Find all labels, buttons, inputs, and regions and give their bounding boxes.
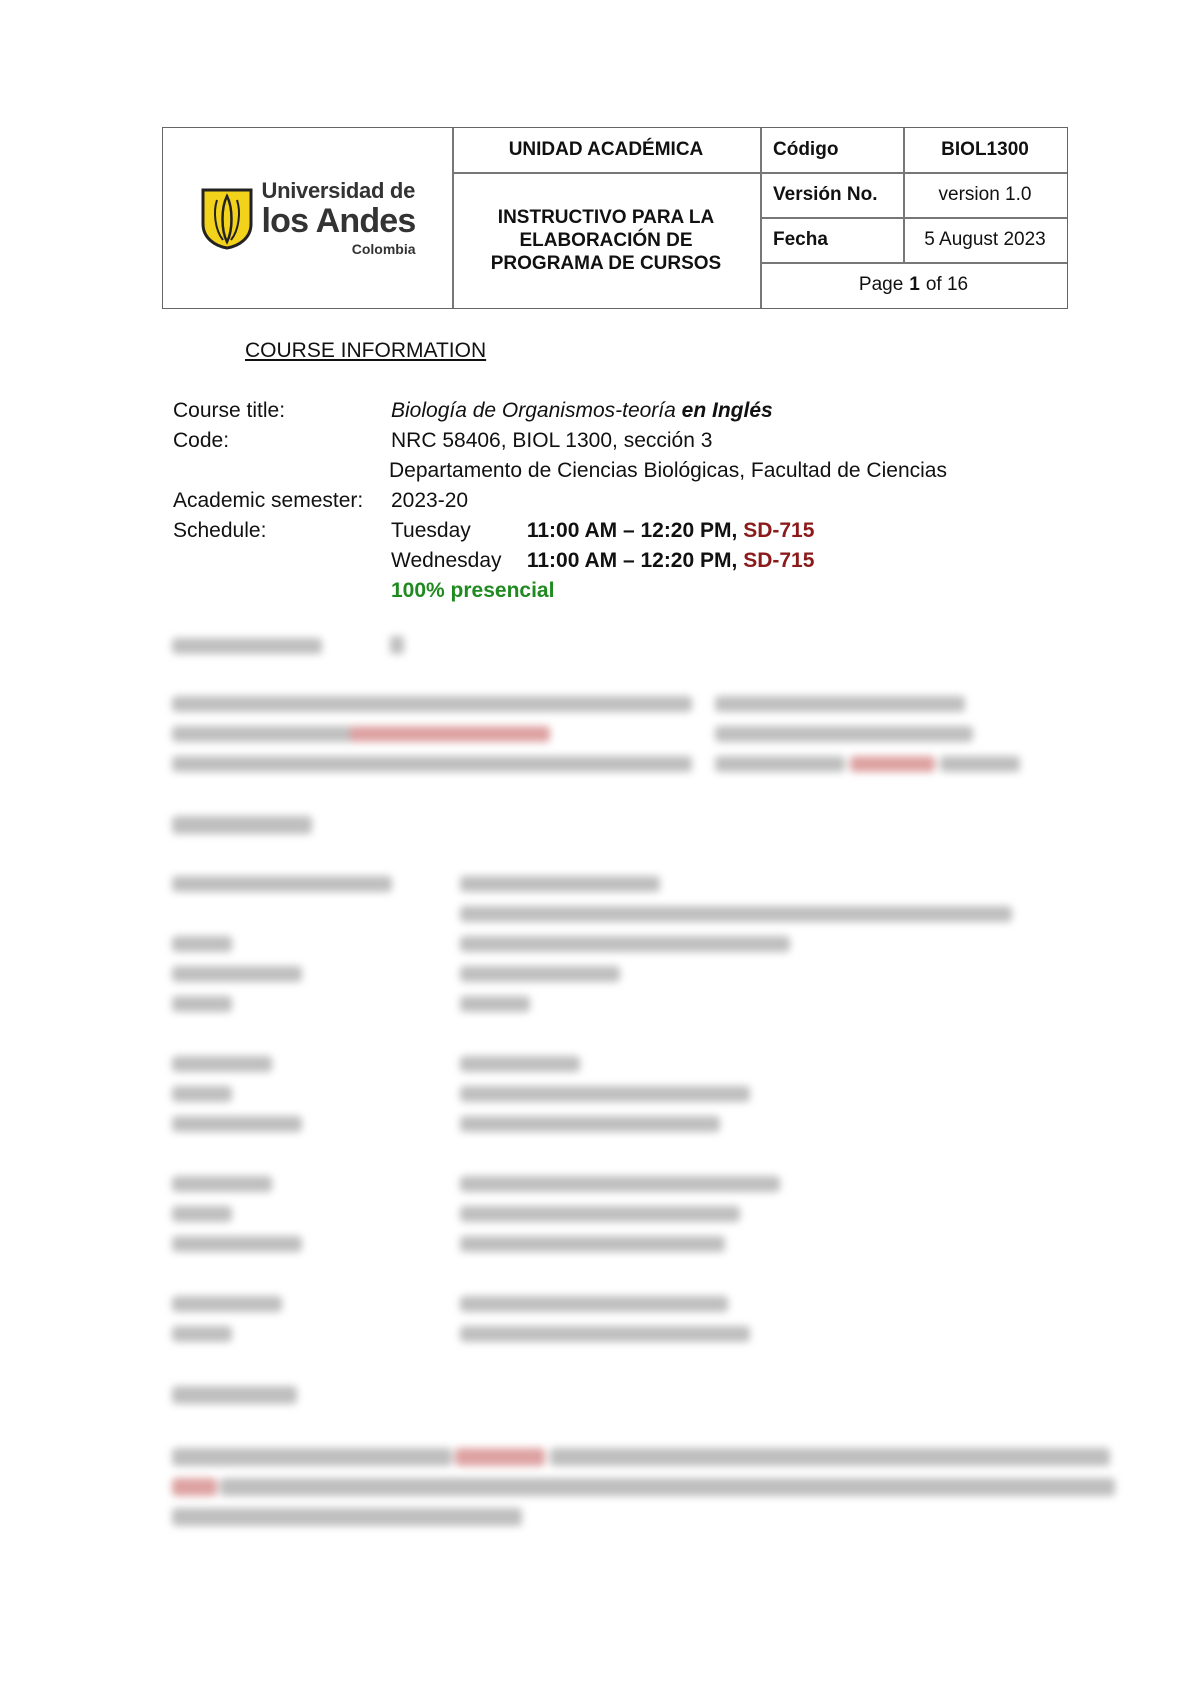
course-title-text: Biología de Organismos-teoría [391,399,676,422]
page-prefix: Page [858,274,904,295]
version-label: Versión No. [773,183,878,205]
page-total: of 16 [925,274,969,295]
code-label: Code: [173,429,230,452]
schedule-room: SD-715 [743,519,815,542]
university-logo [199,180,415,256]
redacted-text-blocks [150,630,1150,1560]
schedule-row [391,519,814,543]
course-title-suffix: en Inglés [681,399,773,422]
logo-line1: Universidad de [261,178,416,203]
code-value: NRC 58406, BIOL 1300, sección 3 [391,429,713,452]
unidad-academica: UNIDAD ACADÉMICA [508,139,704,160]
fecha-label: Fecha [773,228,828,250]
blurred-content [150,630,1150,1560]
course-title-label: Course title: [173,399,286,422]
department: Departamento de Ciencias Biológicas, Facultad de Ciencias [389,459,947,482]
codigo-value: BIOL1300 [941,139,1029,160]
logo-line3: Colombia [351,241,416,257]
logo-line2: los Andes [261,202,416,240]
fecha-value: 5 August 2023 [924,228,1046,250]
shield-icon [199,186,255,250]
mode-presencial: 100% presencial [391,579,555,602]
section-title: COURSE INFORMATION [245,339,487,362]
schedule-time: 11:00 AM – 12:20 PM, [526,519,738,542]
semester-value: 2023-20 [391,489,469,512]
schedule-room: SD-715 [743,549,815,572]
header-table [162,127,1068,309]
schedule-day: Wednesday [391,549,502,572]
page-indicator [760,262,1067,308]
schedule-label: Schedule: [173,519,267,542]
page-number: 1 [909,274,920,295]
schedule-time: 11:00 AM – 12:20 PM, [526,549,738,572]
instructivo-title: INSTRUCTIVO PARA LA ELABORACIÓN DE PROGRAMA DE CURSOS [490,206,722,274]
semester-label: Academic semester: [173,489,364,512]
schedule-row [391,549,814,573]
schedule-day: Tuesday [391,519,471,542]
logo-cell [163,128,452,308]
codigo-label: Código [773,139,839,160]
version-value: version 1.0 [938,183,1032,205]
course-title-value [391,399,773,423]
